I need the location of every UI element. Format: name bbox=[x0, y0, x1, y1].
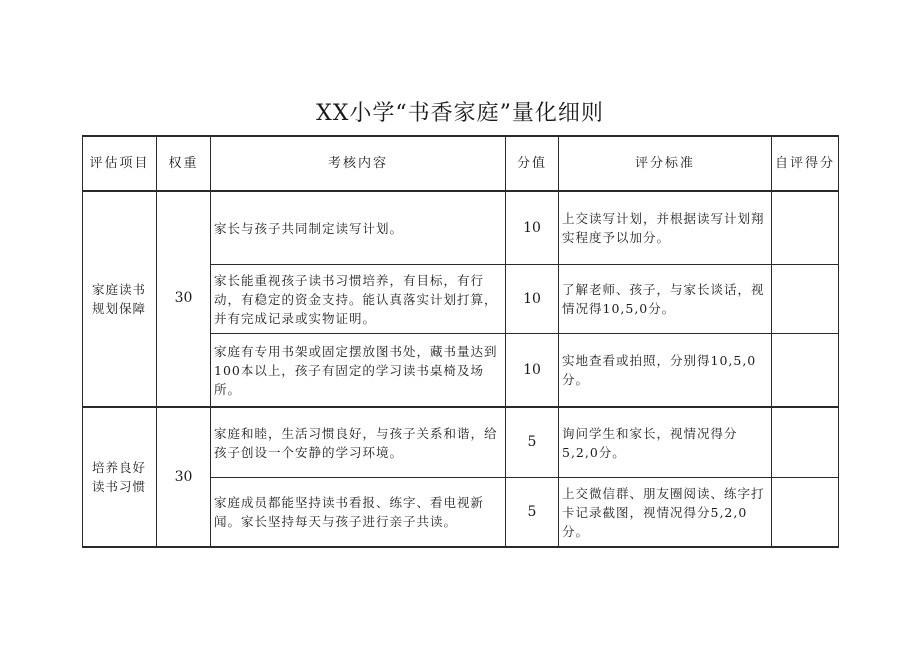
score-cell: 10 bbox=[523, 361, 541, 378]
score-cell: 10 bbox=[523, 290, 541, 307]
self-score-cell bbox=[772, 265, 838, 333]
criteria-cell: 上交微信群、朋友圈阅读、练字打卡记录截图，视情况得分5,2,0分。 bbox=[562, 485, 765, 539]
header-criteria: 评分标准 bbox=[634, 155, 695, 171]
content-cell: 家庭和睦，生活习惯良好，与孩子关系和谐，给孩子创设一个安静的学习环境。 bbox=[214, 425, 498, 460]
content-cell: 家庭成员都能坚持读书看报、练字、看电视新闻。家长坚持每天与孩子进行亲子共读。 bbox=[214, 495, 485, 529]
section-weight: 30 bbox=[174, 468, 193, 485]
score-cell: 5 bbox=[527, 503, 537, 520]
content-cell: 家庭有专用书架或固定摆放图书处，藏书量达到100本以上，孩子有固定的学习读书桌椅及场所。 bbox=[214, 343, 498, 397]
content-cell: 家长与孩子共同制定读写计划。 bbox=[214, 220, 404, 236]
criteria-cell: 了解老师、孩子，与家长谈话，视情况得10,5,0分。 bbox=[562, 282, 765, 316]
header-content: 考核内容 bbox=[327, 155, 388, 171]
content-cell: 家长能重视孩子读书习惯培养，有目标，有行动，有稳定的资金支持。能认真落实计划打算，并有完成记录或实物证明。 bbox=[214, 272, 498, 326]
self-score-cell bbox=[772, 408, 838, 477]
self-score-cell bbox=[772, 192, 838, 264]
table-border-left bbox=[82, 135, 83, 547]
criteria-cell: 实地查看或拍照，分别得10,5,0分。 bbox=[562, 353, 757, 387]
criteria-cell: 上交读写计划，并根据读写计划翔实程度予以加分。 bbox=[562, 211, 765, 245]
criteria-cell: 询问学生和家长，视情况得分5,2,0分。 bbox=[562, 425, 738, 460]
header-self-score: 自评得分 bbox=[774, 155, 835, 171]
self-score-cell bbox=[772, 478, 838, 546]
header-score: 分值 bbox=[516, 155, 547, 171]
section-item: 培养良好读书习惯 bbox=[91, 460, 146, 494]
document-title: XX小学“书香家庭”量化细则 bbox=[316, 101, 604, 126]
table-border-bottom bbox=[82, 546, 839, 548]
self-score-cell bbox=[772, 334, 838, 406]
score-cell: 10 bbox=[523, 219, 541, 236]
section-weight: 30 bbox=[174, 290, 193, 306]
score-cell: 5 bbox=[527, 434, 537, 450]
table-border-right bbox=[838, 135, 839, 547]
header-item: 评估项目 bbox=[89, 155, 150, 171]
header-weight: 权重 bbox=[168, 155, 199, 171]
section-item: 家庭读书规划保障 bbox=[91, 281, 146, 316]
